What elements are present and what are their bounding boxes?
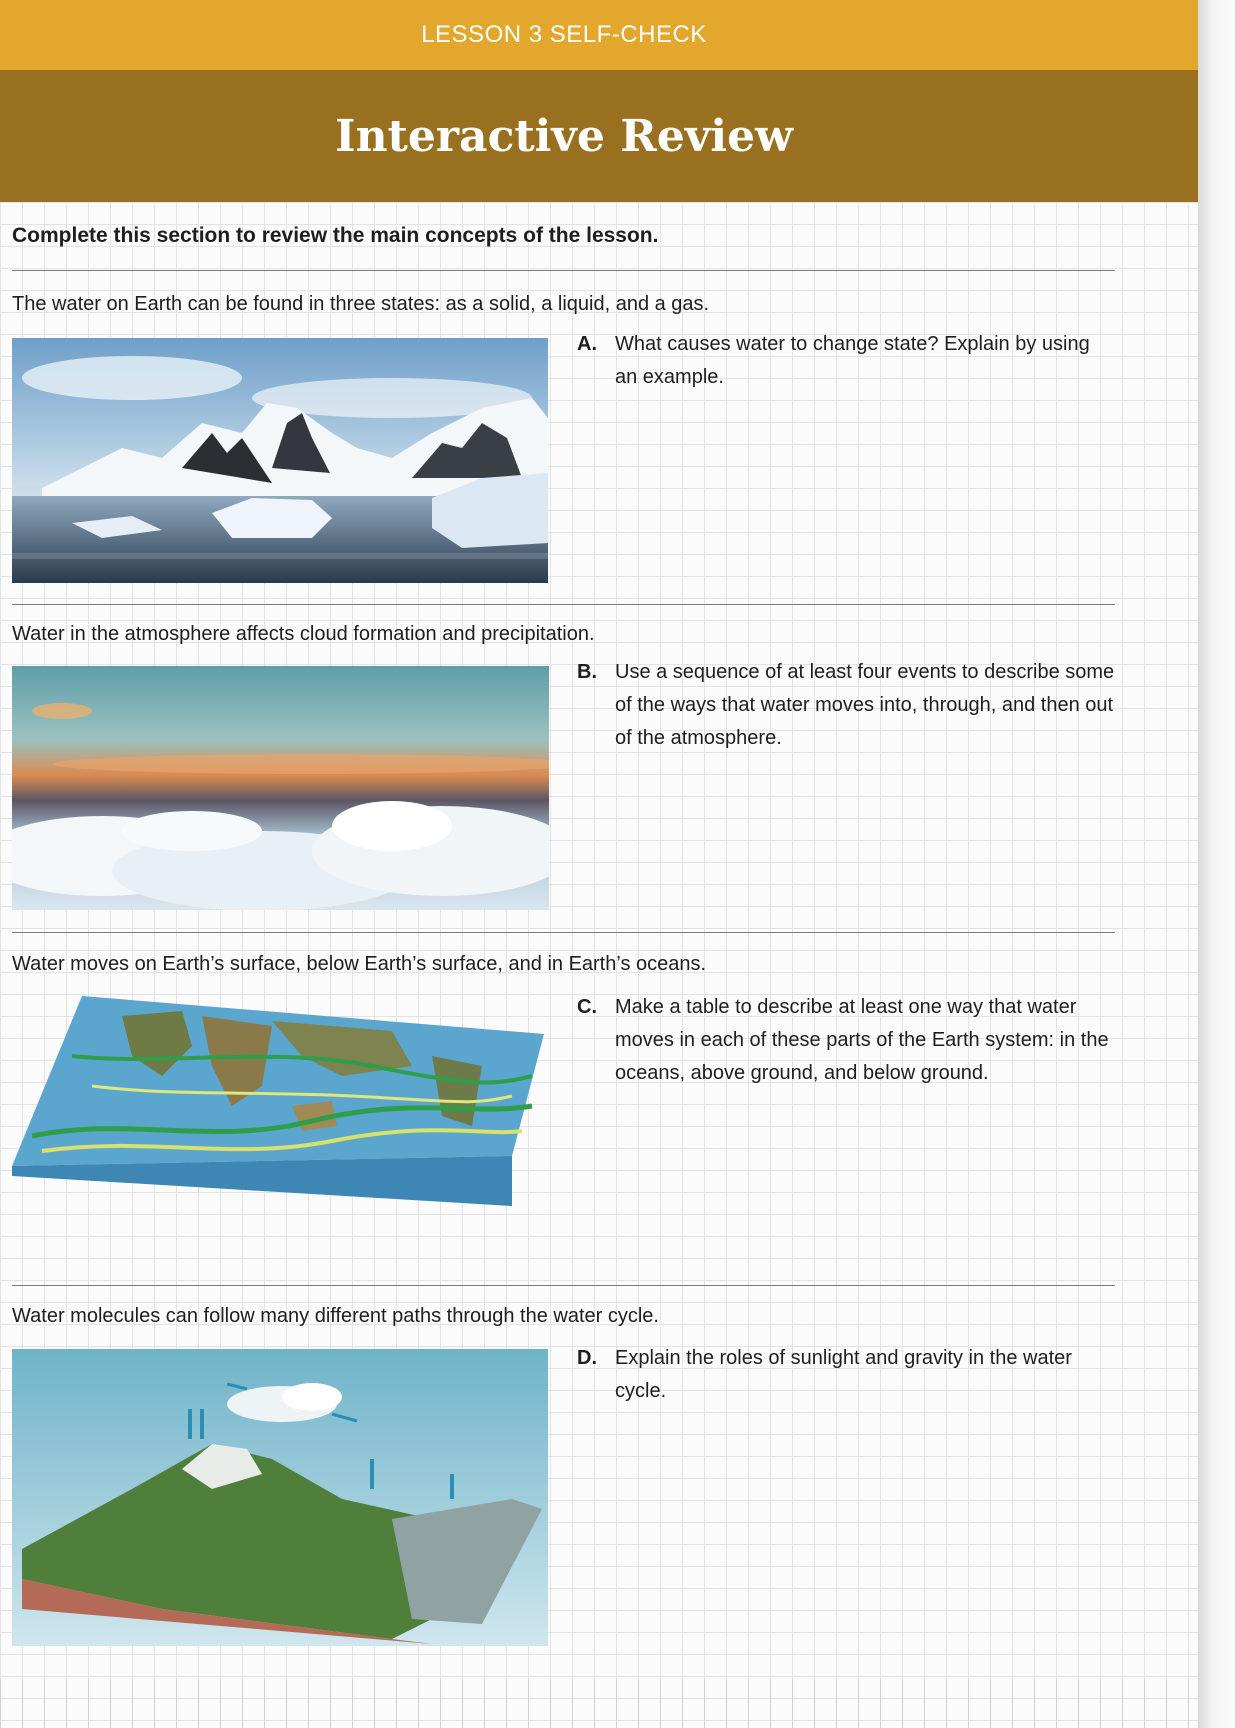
divider	[12, 932, 1115, 933]
ocean-currents-illustration	[12, 996, 544, 1206]
iceberg-illustration	[12, 338, 548, 583]
image-ocean-currents	[12, 996, 544, 1206]
question-letter-c: C.	[577, 996, 597, 1018]
statement-a: The water on Earth can be found in three states: as a solid, a liquid, and a gas.	[12, 293, 710, 315]
question-text-a: What causes water to change state? Explain by using an example.	[615, 333, 1090, 388]
question-letter-d: D.	[577, 1347, 597, 1369]
divider	[12, 270, 1115, 271]
question-text-d: Explain the roles of sunlight and gravity in the water cycle.	[615, 1347, 1072, 1402]
title-band	[0, 70, 1198, 202]
image-icebergs	[12, 338, 548, 583]
divider	[12, 604, 1115, 605]
lesson-label: LESSON 3 SELF-CHECK	[421, 21, 707, 48]
divider	[12, 1285, 1115, 1286]
image-clouds	[12, 666, 549, 910]
question-b	[577, 656, 1117, 755]
lesson-header-band	[0, 0, 1198, 70]
statement-c: Water moves on Earth’s surface, below Earth’s surface, and in Earth’s oceans.	[12, 953, 707, 975]
statement-b: Water in the atmosphere affects cloud formation and precipitation.	[12, 623, 595, 645]
water-cycle-illustration	[12, 1349, 548, 1646]
question-a	[577, 328, 1117, 394]
question-letter-b: B.	[577, 661, 597, 683]
clouds-illustration	[12, 666, 549, 910]
page-bottom-edge	[0, 1680, 1198, 1728]
question-text-c: Make a table to describe at least one way that water moves in each of these parts of the Earth system: in the oceans, above ground, and below ground.	[615, 996, 1109, 1084]
question-d	[577, 1342, 1117, 1408]
statement-d: Water molecules can follow many different paths through the water cycle.	[12, 1305, 659, 1327]
page-title: Interactive Review	[334, 110, 793, 162]
question-c	[577, 991, 1117, 1090]
question-letter-a: A.	[577, 333, 597, 355]
page-edge-shadow	[1198, 0, 1235, 1728]
question-text-b: Use a sequence of at least four events to describe some of the ways that water moves into, through, and then out of the atmosphere.	[615, 661, 1115, 749]
intro-instruction: Complete this section to review the main concepts of the lesson.	[12, 224, 659, 247]
image-water-cycle	[12, 1349, 548, 1646]
